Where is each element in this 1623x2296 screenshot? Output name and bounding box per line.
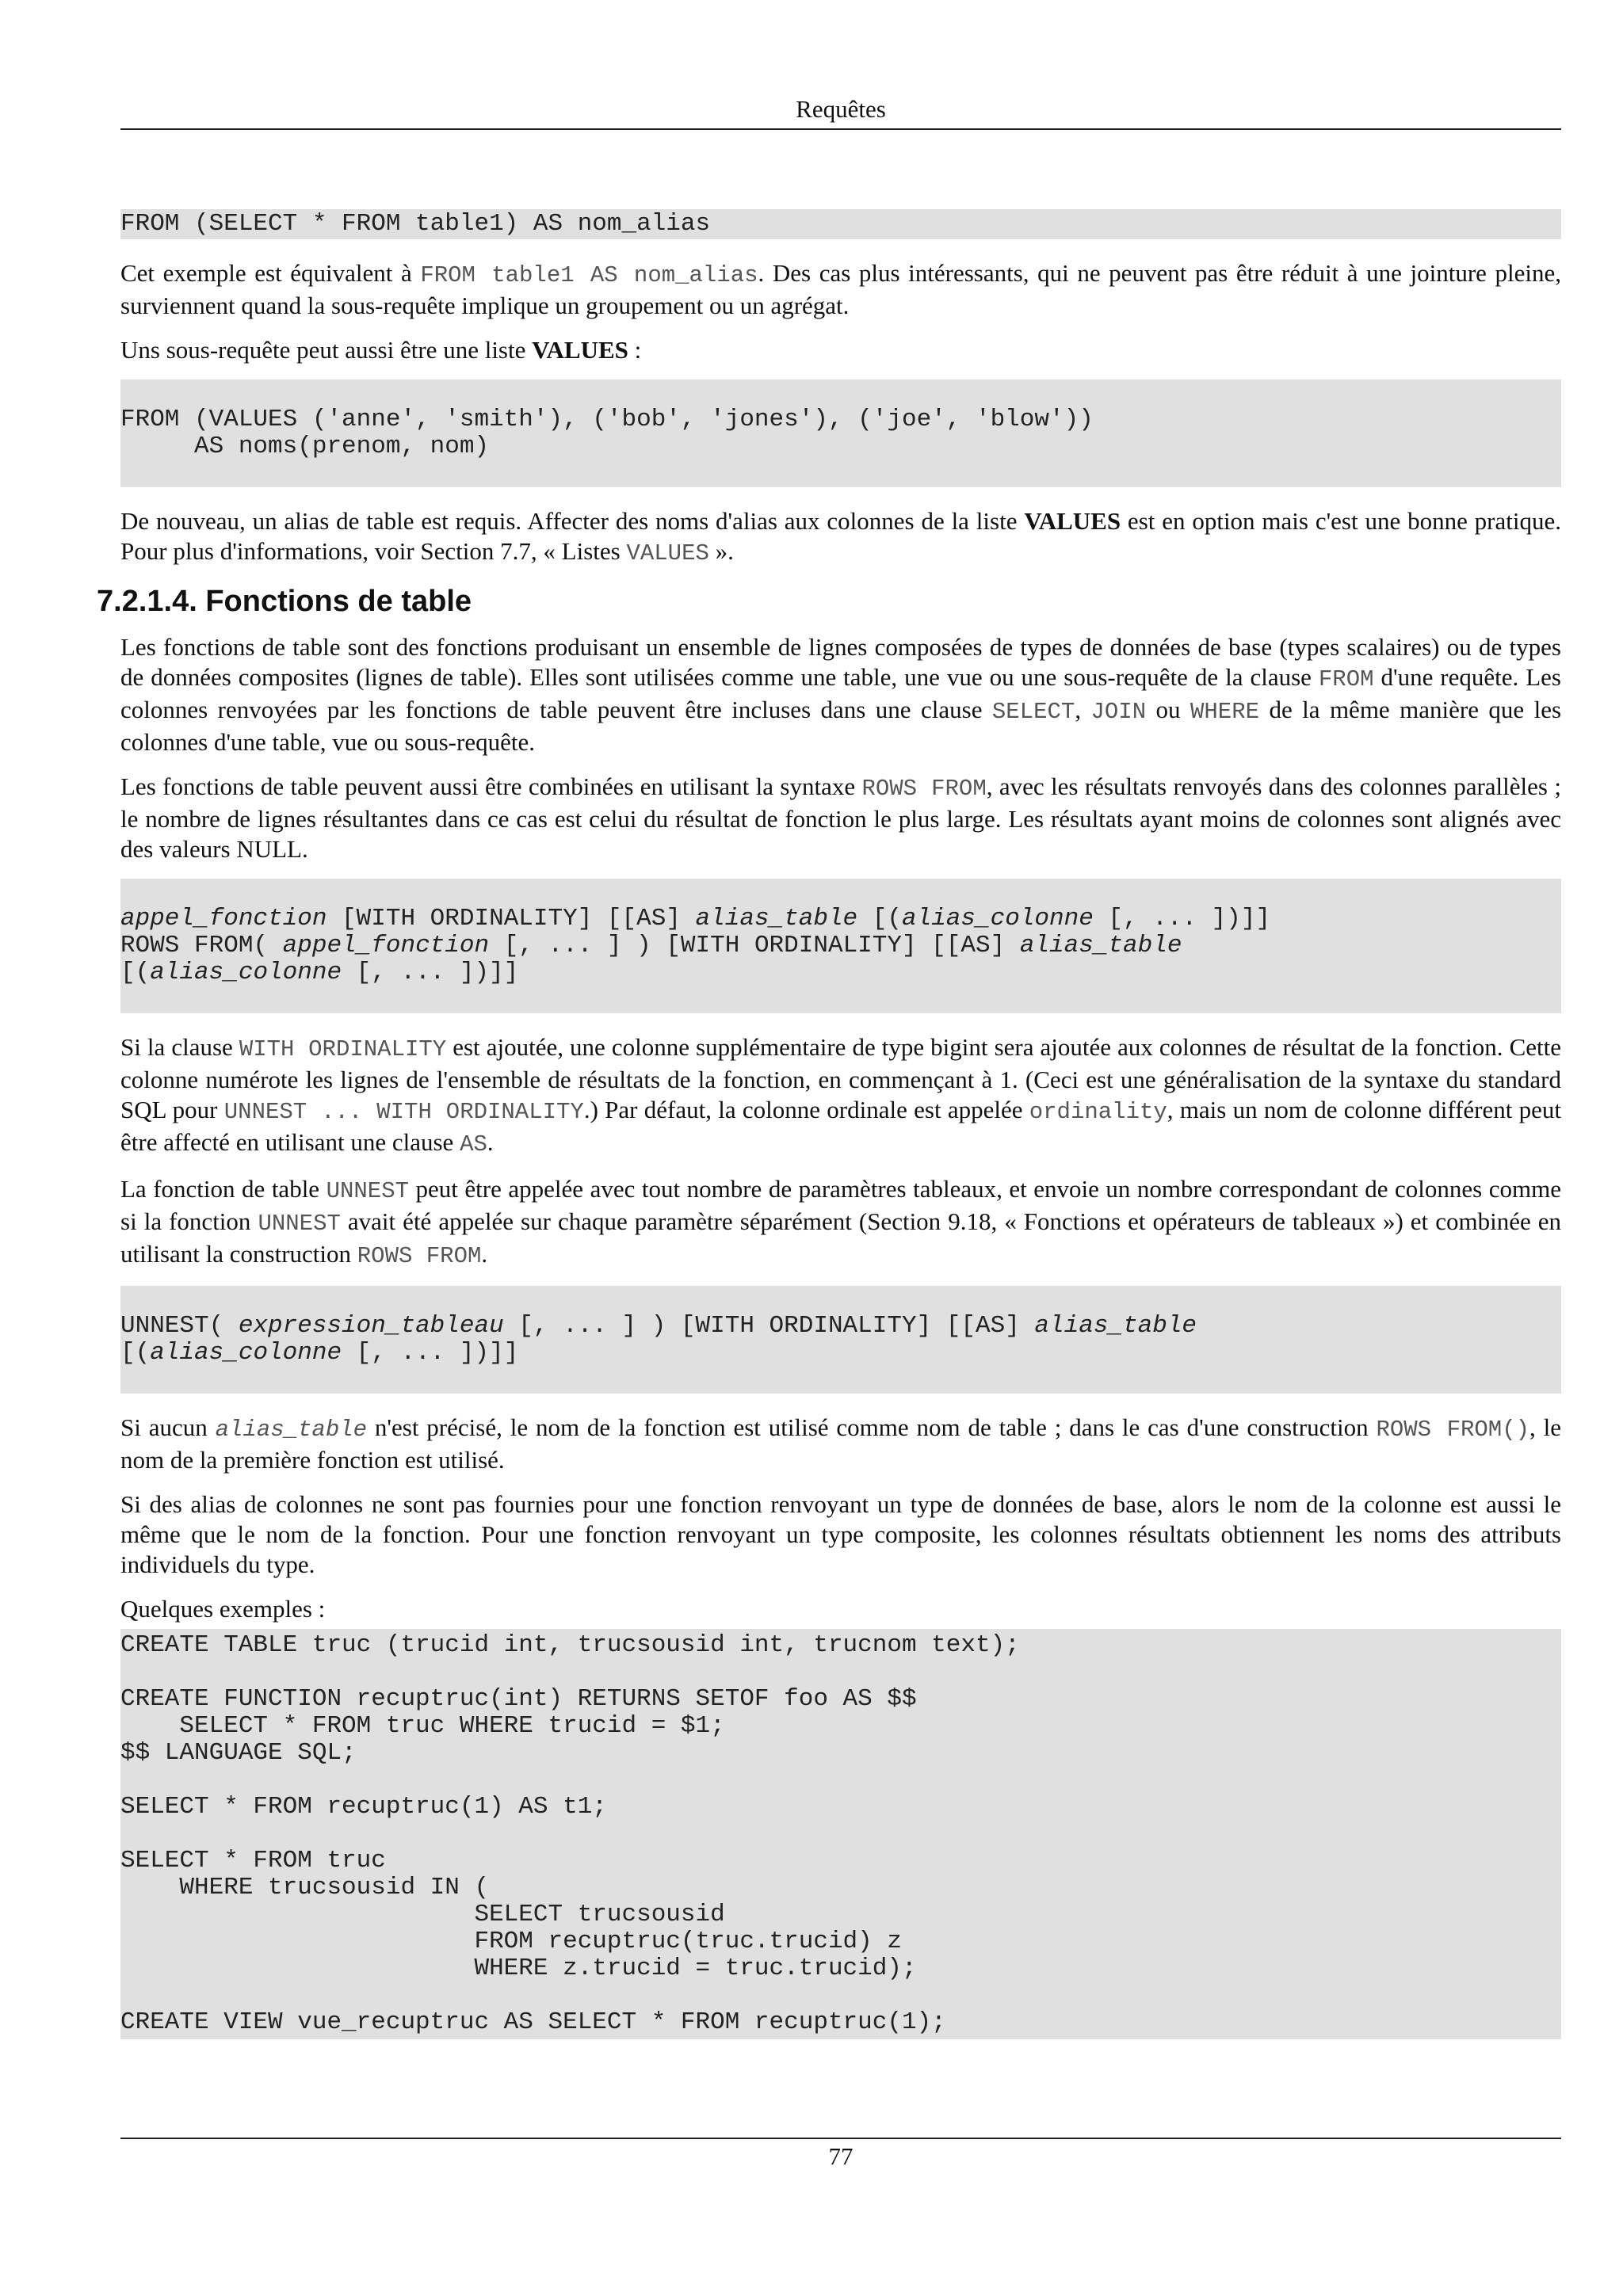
inline-code: VALUES: [626, 540, 709, 566]
section-heading: 7.2.1.4. Fonctions de table: [97, 585, 472, 618]
paragraph-alias-required: [120, 506, 1561, 569]
text: avait été appelée sur chaque paramètre séparément (Section 9.18, « Fonctions et opérateurs de tableaux ») et combinée en utilisant la construction: [120, 1207, 1561, 1268]
inline-code: ordinality: [1029, 1099, 1167, 1125]
page-content: [97, 209, 1562, 2058]
text: Uns sous-requête peut aussi être une liste: [120, 336, 533, 364]
paragraph-no-alias: [120, 1413, 1561, 1475]
text: Si aucun: [120, 1413, 216, 1441]
text: n'est précisé, le nom de la fonction est utilisé comme nom de table ; dans le cas d'une construction: [367, 1413, 1377, 1441]
text: , mais un nom de colonne différent peut être affecté en utilisant une clause: [120, 1096, 1561, 1156]
bold-term: VALUES: [532, 336, 628, 364]
text: d'une requête. Les colonnes renvoyées par les fonctions de table peuvent être incluses dans une clause: [120, 663, 1561, 723]
code-text: [, ... ] ) [WITH ORDINALITY] [[AS]: [503, 1312, 1035, 1340]
code-block-unnest: [120, 1286, 1561, 1394]
text: La fonction de table: [120, 1175, 327, 1203]
running-header: Requêtes: [796, 95, 886, 123]
code-text: [(: [120, 959, 151, 986]
inline-code: ROWS FROM: [861, 776, 987, 802]
paragraph-rows-from: [120, 772, 1561, 864]
bold-term: VALUES: [1024, 507, 1121, 535]
code-placeholder: expression_tableau: [238, 1312, 504, 1340]
inline-code: UNNEST: [326, 1178, 410, 1204]
code-text: [, ... ] ) [WITH ORDINALITY] [[AS]: [489, 932, 1020, 959]
text: . Des cas plus intéressants, qui ne peuvent pas être réduit à une jointure pleine, surviennent quand la sous-requête implique un groupement ou un agrégat.: [120, 259, 1561, 319]
text: , le nom de la première fonction est utilisé.: [120, 1413, 1562, 1474]
text: Les fonctions de table peuvent aussi être combinées en utilisant la syntaxe: [120, 772, 862, 800]
text: Cet exemple est équivalent à: [120, 259, 421, 287]
inline-code: UNNEST ... WITH ORDINALITY: [223, 1099, 584, 1125]
inline-code: FROM table1 AS nom_alias: [420, 262, 758, 288]
inline-code: ROWS FROM(): [1376, 1417, 1530, 1443]
paragraph-equivalent: [120, 258, 1561, 321]
paragraph-table-functions: [120, 632, 1561, 757]
inline-code: JOIN: [1090, 699, 1147, 725]
text: de la même manière que les colonnes d'une table, vue ou sous-requête.: [120, 696, 1562, 756]
paragraph-unnest: [120, 1174, 1561, 1272]
code-placeholder: appel_fonction: [120, 905, 327, 933]
inline-code: FROM: [1318, 666, 1374, 692]
text: est en option mais c'est une bonne pratique. Pour plus d'informations, voir Section 7.7, « Listes: [120, 507, 1561, 565]
text: ou: [1146, 696, 1190, 723]
code-text: [(: [857, 905, 902, 933]
text: .) Par défaut, la colonne ordinale est appelée: [583, 1096, 1029, 1123]
text: .: [481, 1240, 488, 1268]
code-text: ROWS FROM(: [120, 932, 283, 959]
text: , avec les résultats renvoyés dans des colonnes parallèles ; le nombre de lignes résultantes dans ce cas est celui du résultat de fonction le plus large. Les résultats ayant moins de colonnes sont alignés avec des valeurs NULL.: [120, 772, 1561, 863]
text: Si la clause: [120, 1033, 239, 1061]
code-text: [(: [120, 1339, 151, 1367]
footer-rule: [120, 2138, 1561, 2139]
text: .: [487, 1128, 494, 1156]
inline-code: WITH ORDINALITY: [239, 1036, 447, 1062]
code-block-values: [120, 379, 1561, 487]
inline-code: alias_table: [215, 1417, 368, 1443]
text: peut être appelée avec tout nombre de paramètres tableaux, et envoie un nombre correspondant de colonnes comme si la fonction: [120, 1175, 1561, 1235]
code-line: FROM (VALUES ('anne', 'smith'), ('bob', 'jones'), ('joe', 'blow')): [120, 406, 1094, 433]
text: ».: [708, 537, 734, 565]
code-text: [WITH ORDINALITY] [[AS]: [327, 905, 696, 933]
code-placeholder: alias_table: [1034, 1312, 1197, 1340]
inline-code: AS: [460, 1131, 487, 1158]
page-number: 77: [828, 2142, 854, 2170]
text: est ajoutée, une colonne supplémentaire de type bigint sera ajoutée aux colonnes de résultat de la fonction. Cette colonne numérote les lignes de l'ensemble de résultats de la fonction, en commençant à 1. (Ceci est une généralisation de la syntaxe du standard SQL pour: [120, 1033, 1561, 1123]
code-placeholder: alias_colonne: [901, 905, 1094, 933]
text: :: [628, 336, 642, 364]
paragraph-with-ordinality: [120, 1032, 1561, 1160]
code-placeholder: appel_fonction: [282, 932, 490, 959]
code-placeholder: alias_table: [695, 905, 858, 933]
inline-code: UNNEST: [258, 1211, 341, 1237]
code-block-syntax: [120, 879, 1561, 1013]
text: ,: [1075, 696, 1091, 723]
paragraph-values-intro: [120, 335, 1561, 365]
paragraph-column-aliases: Si des alias de colonnes ne sont pas fournies pour une fonction renvoyant un type de données de base, alors le nom de la colonne est aussi le même que le nom de la fonction. Pour une fonction renvoyant un type composite, les colonnes résultats obtiennent les noms des attributs individuels du type.: [120, 1490, 1561, 1578]
text: Les fonctions de table sont des fonctions produisant un ensemble de lignes composées de types de données de base (types scalaires) ou de types de données composites (lignes de table). Elles sont utilisées comme une table, une vue ou une sous-requête de la clause: [120, 633, 1561, 691]
code-text: [, ... ])]]: [1093, 905, 1271, 933]
inline-code: SELECT: [991, 699, 1075, 725]
code-text: [, ... ])]]: [342, 959, 519, 986]
header-rule: [120, 128, 1561, 130]
code-placeholder: alias_colonne: [150, 959, 342, 986]
code-text: [, ... ])]]: [342, 1339, 519, 1367]
code-line: AS noms(prenom, nom): [120, 433, 490, 460]
inline-code: ROWS FROM: [357, 1243, 482, 1269]
code-text: UNNEST(: [120, 1312, 239, 1340]
code-placeholder: alias_colonne: [150, 1339, 342, 1367]
code-block-from-alias: FROM (SELECT * FROM table1) AS nom_alias: [120, 209, 1561, 239]
code-block-examples: CREATE TABLE truc (trucid int, trucsousid int, trucnom text); CREATE FUNCTION recuptruc(int) RETURNS SETOF foo AS $$ SELECT * FROM truc WHERE trucid = $1; $$ LANGUAGE SQL; SELECT * FROM recuptruc(1) AS t1; SELECT * FROM truc WHERE trucsousid IN ( SELECT trucsousid FROM recuptruc(truc.trucid) z WHERE z.trucid = truc.trucid); CREATE VIEW vue_recuptruc AS SELECT * FROM recuptruc(1);: [120, 1629, 1561, 2039]
inline-code: WHERE: [1190, 699, 1260, 725]
paragraph-examples-intro: Quelques exemples :: [120, 1595, 326, 1623]
code-placeholder: alias_table: [1019, 932, 1182, 959]
text: De nouveau, un alias de table est requis. Affecter des noms d'alias aux colonnes de la liste: [120, 507, 1025, 535]
